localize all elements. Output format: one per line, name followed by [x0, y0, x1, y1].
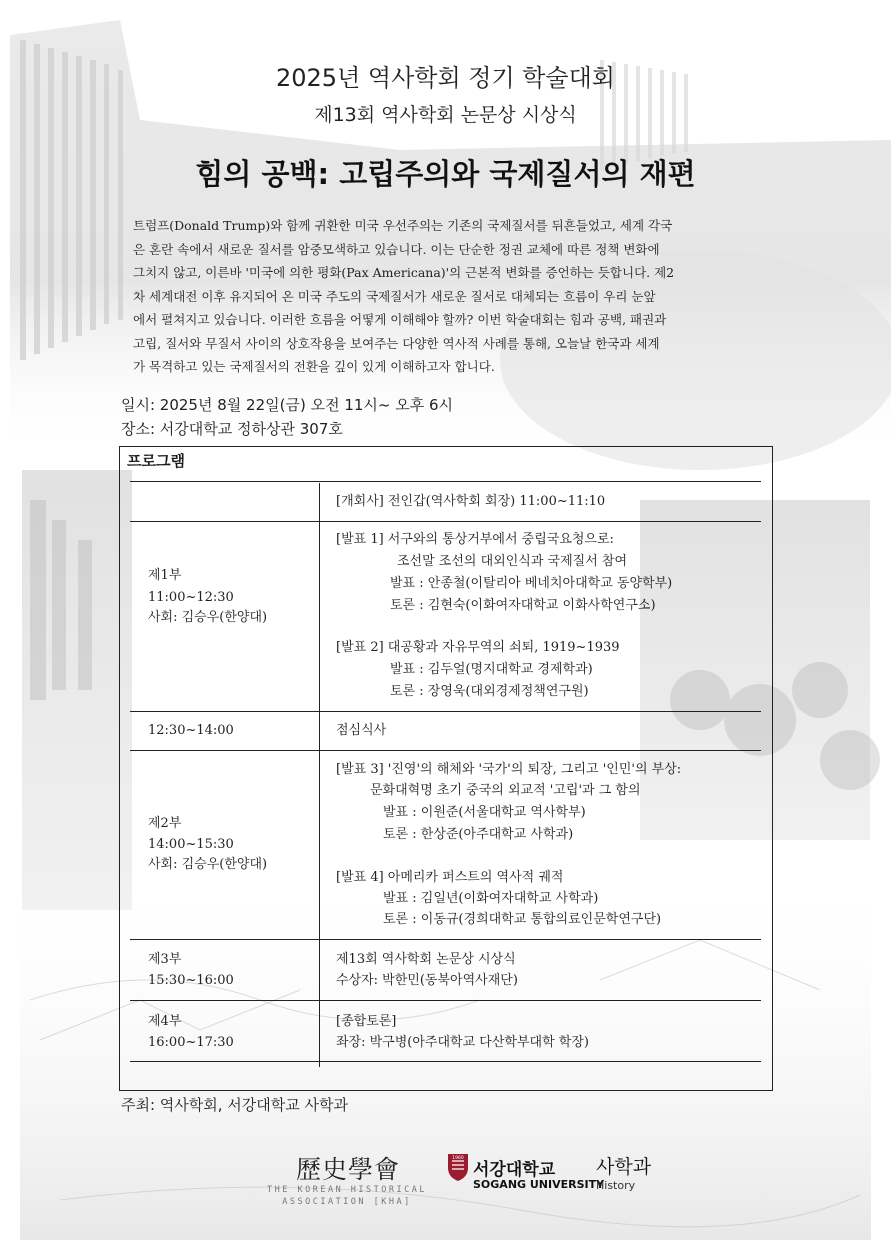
presentation3-discussant: 토론 : 한상준(아주대학교 사학과) — [383, 827, 574, 842]
presentation1-discussant: 토론 : 김현숙(이화여자대학교 이화사학연구소) — [390, 598, 656, 613]
session2-moderator: 사회: 김승우(한양대) — [148, 857, 268, 872]
presentation2-discussant: 토론 : 장영욱(대외경제정책연구원) — [390, 684, 589, 699]
intro-line: 그치지 않고, 이른바 '미국에 의한 평화(Pax Americana)'의 근본적 변화를 증언하는 듯합니다. 제2 — [133, 265, 675, 280]
intro-line: 고립, 질서와 무질서 사이의 상호작용을 보여주는 다양한 역사적 사례를 통해, 오늘날 한국과 세계 — [133, 335, 660, 351]
divider — [130, 939, 761, 940]
award-ceremony: 제13회 역사학회 논문상 시상식 — [336, 952, 516, 967]
presentation1-title: [발표 1] 서구와의 통상거부에서 중립국요청으로: — [336, 532, 614, 547]
session3-time: 15:30~16:00 — [148, 973, 234, 988]
session1-name: 제1부 — [148, 568, 182, 583]
session4-time: 16:00~17:30 — [148, 1035, 234, 1050]
intro-line: 차 세계대전 이후 유지되어 온 미국 주도의 국제질서가 새로운 질서로 대체되는 흐름이 우리 눈앞 — [133, 288, 656, 304]
presentation4-presenter: 발표 : 김일년(이화여자대학교 사학과) — [383, 891, 599, 906]
session1-time: 11:00~12:30 — [148, 590, 234, 605]
sogang-logo-korean: 서강대학교 — [473, 1160, 556, 1180]
history-dept-english: History — [596, 1179, 636, 1192]
intro-line: 은 혼란 속에서 새로운 질서를 암중모색하고 있습니다. 이는 단순한 정권 교체에 따른 정책 변화에 — [133, 241, 660, 257]
event-date: 일시: 2025년 8월 22일(금) 오전 11시~ 오후 6시 — [121, 396, 454, 414]
program-table — [119, 446, 773, 1091]
lunch-label: 점심식사 — [336, 723, 387, 738]
discussion-chair: 좌장: 박구병(아주대학교 다산학부대학 학장) — [336, 1035, 589, 1050]
event-title: 2025년 역사학회 정기 학술대회 — [276, 64, 615, 92]
session4-name: 제4부 — [148, 1014, 182, 1029]
presentation1-subtitle: 조선말 조선의 대외인식과 국제질서 참여 — [397, 554, 628, 569]
program-label: 프로그램 — [127, 452, 185, 470]
session2-name: 제2부 — [148, 816, 182, 831]
intro-paragraph — [133, 214, 761, 379]
presentation3-presenter: 발표 : 이원준(서울대학교 역사학부) — [383, 805, 586, 820]
opening-remarks: [개회사] 전인갑(역사학회 회장) 11:00~11:10 — [336, 494, 606, 509]
session3-name: 제3부 — [148, 952, 182, 967]
history-dept-korean: 사학과 — [596, 1156, 652, 1178]
divider — [130, 521, 761, 522]
presentation2-title: [발표 2] 대공황과 자유무역의 쇠퇴, 1919~1939 — [336, 640, 620, 655]
general-discussion: [종합토론] — [336, 1014, 397, 1029]
event-subtitle: 제13회 역사학회 논문상 시상식 — [314, 104, 577, 126]
event-place: 장소: 서강대학교 정하상관 307호 — [121, 420, 343, 438]
presentation4-title: [발표 4] 아메리카 퍼스트의 역사적 궤적 — [336, 870, 564, 885]
sogang-shield-icon — [446, 1152, 470, 1182]
presentation2-presenter: 발표 : 김두얼(명지대학교 경제학과) — [390, 662, 593, 677]
kha-logo: 歷史學會 — [296, 1155, 401, 1184]
divider — [130, 481, 761, 482]
kha-logo-english — [267, 1184, 427, 1208]
divider — [130, 750, 761, 751]
lunch-time: 12:30~14:00 — [148, 723, 234, 738]
divider — [130, 1000, 761, 1001]
organizers: 주최: 역사학회, 서강대학교 사학과 — [121, 1096, 348, 1114]
session2-time: 14:00~15:30 — [148, 837, 234, 852]
award-recipient: 수상자: 박한민(동북아역사재단) — [336, 973, 518, 988]
column-divider — [319, 483, 320, 1067]
shield-text: 1960 — [452, 1156, 464, 1161]
presentation4-discussant: 토론 : 이동규(경희대학교 통합의료인문학연구단) — [383, 912, 662, 927]
divider — [130, 711, 761, 712]
presentation1-presenter: 발표 : 안종철(이탈리아 베네치아대학교 동양학부) — [390, 576, 673, 591]
kha-logo-line: THE KOREAN HISTORICAL — [267, 1185, 427, 1195]
kha-logo-line: ASSOCIATION [KHA] — [282, 1197, 412, 1207]
intro-line: 트럼프(Donald Trump)와 함께 귀환한 미국 우선주의는 기존의 국제질서를 뒤흔들었고, 세계 각국 — [133, 218, 673, 233]
intro-line: 에서 펼쳐지고 있습니다. 이러한 흐름을 어떻게 이해해야 할까? 이번 학술대회는 힘과 공백, 패권과 — [133, 312, 667, 327]
divider — [130, 1061, 761, 1062]
main-theme-title: 힘의 공백: 고립주의와 국제질서의 재편 — [195, 157, 696, 191]
intro-line: 가 목격하고 있는 국제질서의 전환을 깊이 있게 이해하고자 합니다. — [133, 359, 495, 374]
presentation3-subtitle: 문화대혁명 초기 중국의 외교적 '고립'과 그 함의 — [370, 783, 641, 798]
sogang-logo-english: SOGANG UNIVERSITY — [473, 1178, 605, 1191]
session1-moderator: 사회: 김승우(한양대) — [148, 610, 268, 625]
presentation3-title: [발표 3] '진영'의 해체와 '국가'의 퇴장, 그리고 '인민'의 부상: — [336, 762, 682, 777]
